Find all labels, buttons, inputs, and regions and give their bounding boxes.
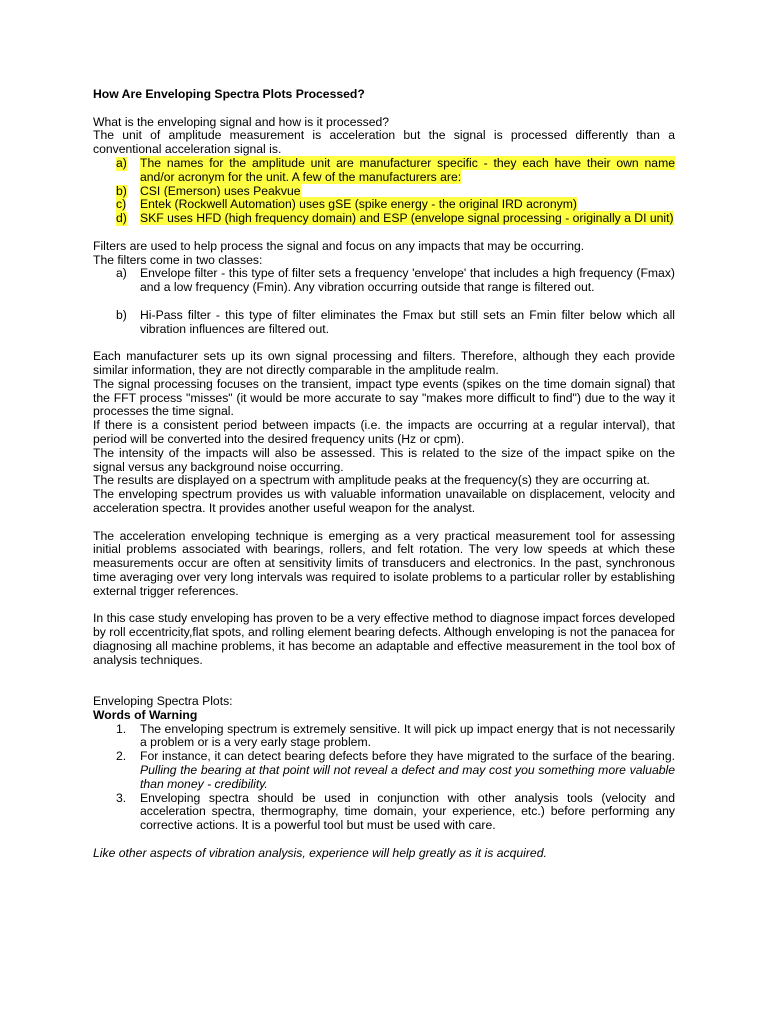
list-item — [93, 723, 675, 751]
list-marker: a) — [116, 155, 127, 170]
list-marker: b) — [116, 307, 127, 322]
list-item — [93, 792, 675, 833]
closing-note: Like other aspects of vibration analysis, experience will help greatly as it is acquired. — [93, 845, 547, 860]
list-item — [93, 185, 675, 199]
list-item — [93, 750, 675, 791]
list-marker: a) — [116, 266, 127, 281]
list-item — [93, 267, 675, 295]
list-item — [93, 212, 675, 226]
paragraph: If there is a consistent period between impacts (i.e. the impacts are occurring at a regular interval), that period will be converted into the desired frequency units (Hz or cpm). — [93, 418, 675, 446]
paragraph: The results are displayed on a spectrum with amplitude peaks at the frequency(s) they are occurring at. — [93, 473, 650, 488]
list-item — [93, 309, 675, 337]
list-item-text: Hi-Pass filter - this type of filter eliminates the Fmax but still sets an Fmin filter below which all vibration influences are filtered out. — [140, 307, 675, 336]
paragraph: The intensity of the impacts will also be assessed. This is related to the size of the impact spike on the signal versus any background noise occurring. — [93, 445, 675, 474]
warning-list — [93, 723, 675, 833]
filters-line-2: The filters come in two classes: — [93, 252, 263, 267]
list-item — [93, 157, 675, 185]
list-item-text: Envelope filter - this type of filter sets a frequency 'envelope' that includes a high frequency (Fmax) and a low frequency (Fmin). Any vibration occurring outside that range is filtered out. — [140, 266, 675, 295]
document-page — [93, 88, 675, 861]
list-item-text: For instance, it can detect bearing defects before they have migrated to the surface of the bearing. — [140, 749, 675, 764]
technique-paragraph: The acceleration enveloping technique is emerging as a very practical measurement tool for assessing initial problems associated with bearings, rollers, and felt rotation. The very low speeds at which these measurements occur are often at sensitivity limits of transducers and electronics. In the past, synchronous time averaging over very long intervals was required to isolate problems to a particular roller by establishing external trigger references. — [93, 528, 675, 598]
list-item-text: Entek (Rockwell Automation) uses gSE (spike energy - the original IRD acronym) — [140, 197, 577, 212]
list-item — [93, 198, 675, 212]
list-item-text: CSI (Emerson) uses Peakvue — [140, 183, 301, 198]
filters-line-1: Filters are used to help process the signal and focus on any impacts that may be occurring. — [93, 238, 585, 253]
list-marker: 2. — [116, 749, 127, 764]
list-marker: 3. — [116, 790, 127, 805]
list-item-text: The names for the amplitude unit are manufacturer specific - they each have their own name and/or acronym for the unit. A few of the manufacturers are: — [140, 155, 675, 184]
list-item-text: The enveloping spectrum is extremely sensitive. It will pick up impact energy that is not necessarily a problem or is a very early stage problem. — [140, 721, 675, 750]
document-title: How Are Enveloping Spectra Plots Processed? — [93, 87, 365, 101]
intro-text: The unit of amplitude measurement is acceleration but the signal is processed differently than a conventional acceleration signal is. — [93, 128, 675, 157]
list-marker: 1. — [116, 721, 127, 736]
list-marker: b) — [116, 183, 127, 198]
manufacturer-list — [93, 157, 675, 226]
list-marker: d) — [116, 211, 127, 226]
paragraph: Each manufacturer sets up its own signal processing and filters. Therefore, although they each provide similar information, they are not directly comparable in the amplitude realm. — [93, 349, 675, 377]
warning-title: Words of Warning — [93, 707, 198, 722]
case-study-paragraph: In this case study enveloping has proven to be a very effective method to diagnose impact forces developed by roll eccentricity,flat spots, and rolling element bearing defects. Although enveloping is not the panacea for diagnosing all machine problems, it has become an adaptable and effective measurement in the tool box of analysis techniques. — [93, 611, 675, 667]
list-item-text: SKF uses HFD (high frequency domain) and ESP (envelope signal processing - originally a DI unit) — [140, 211, 674, 226]
filter-list — [93, 267, 675, 336]
paragraph: The enveloping spectrum provides us with valuable information unavailable on displacement, velocity and acceleration spectra. It provides another useful weapon for the analyst. — [93, 487, 675, 515]
list-marker: c) — [116, 197, 127, 212]
plots-heading: Enveloping Spectra Plots: — [93, 694, 233, 709]
list-item-emphasis: Pulling the bearing at that point will not reveal a defect and may cost you something more valuable than money - credibility. — [140, 763, 675, 791]
intro-question: What is the enveloping signal and how is it processed? — [93, 114, 390, 129]
list-item-text: Enveloping spectra should be used in conjunction with other analysis tools (velocity and acceleration spectra, thermography, time domain, your experience, etc.) before performing any corrective actions. It is a powerful tool but must be used with care. — [140, 790, 675, 833]
paragraph: The signal processing focuses on the transient, impact type events (spikes on the time domain signal) that the FFT process "misses" (it would be more accurate to say "makes more difficult to find") due to the way it processes the time signal. — [93, 376, 675, 419]
